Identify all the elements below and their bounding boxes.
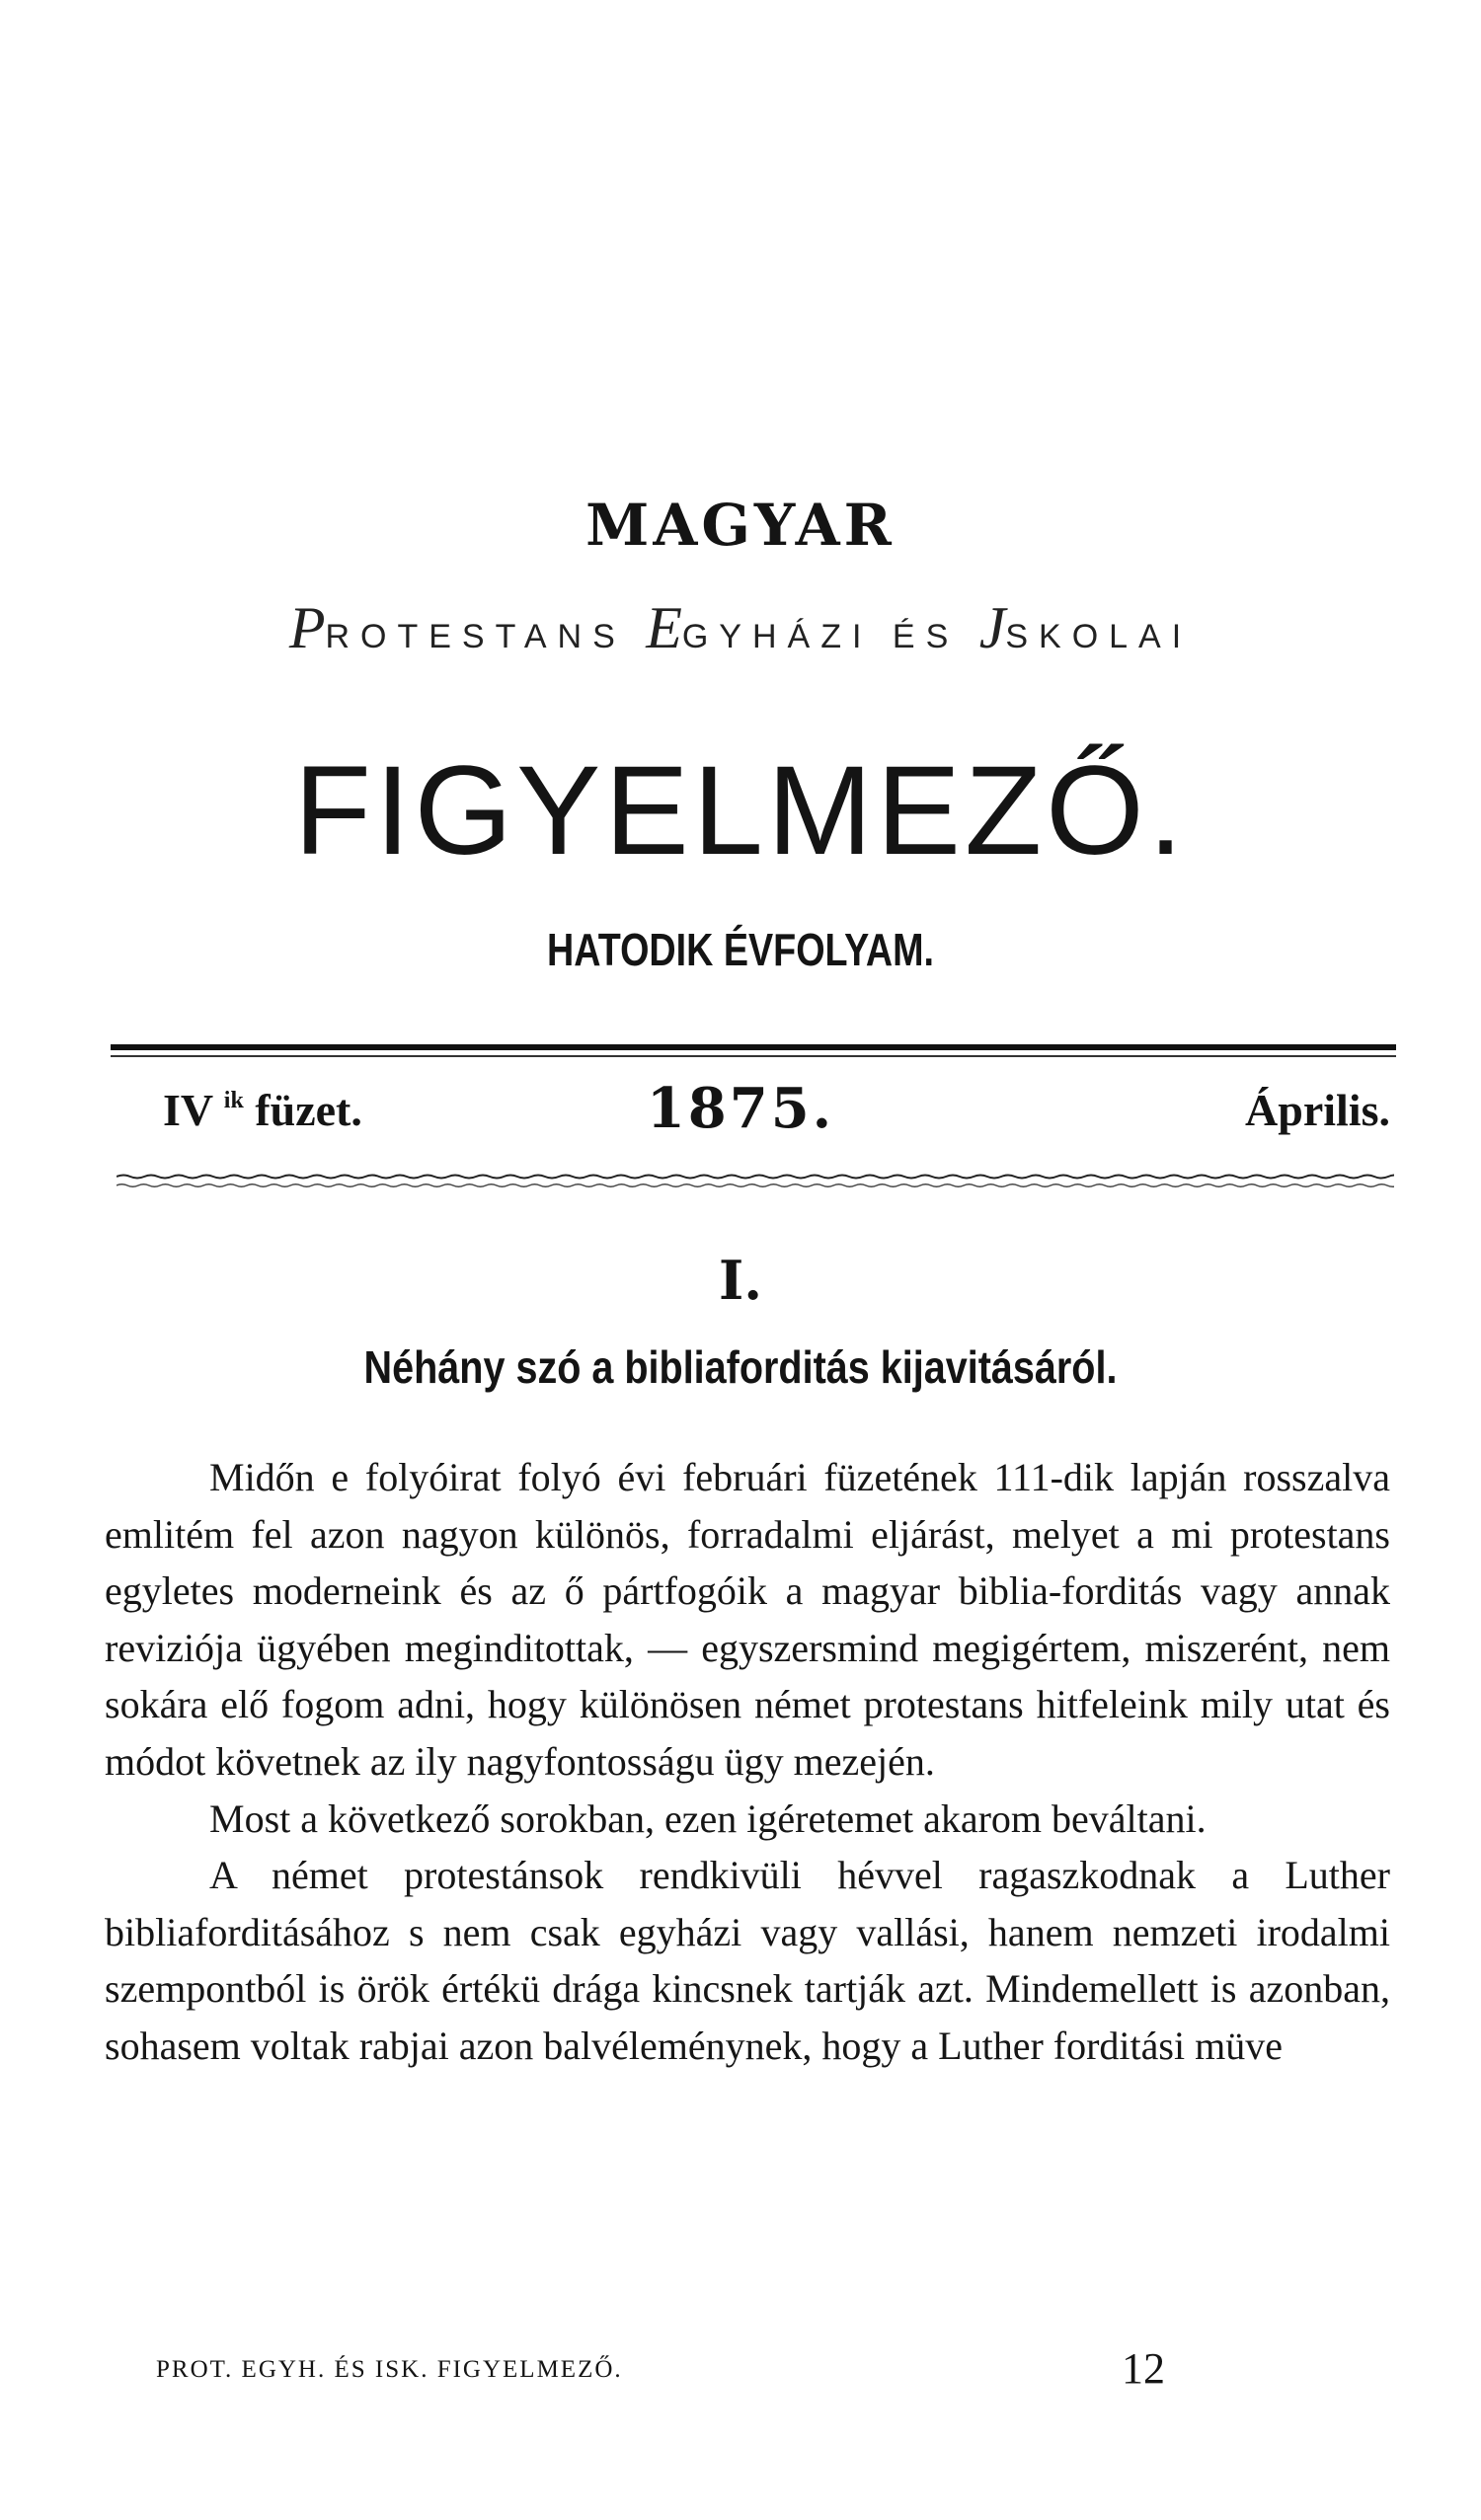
issue-month: Április. [1245,1085,1390,1135]
masthead-title: FIGYELMEZŐ. [293,740,1188,881]
masthead-kicker: MAGYAR [585,492,896,559]
subtitle-word-protestans: PROTESTANS [288,595,626,660]
subtitle-word-iskolai: JSKOLAI [978,595,1193,660]
issue-label: füzet. [255,1085,362,1135]
issue-number: IV $^{ik}$ füzet. [163,1085,362,1135]
wavy-rule [117,1167,1394,1196]
paragraph-2: Most a következő sorokban, ezen igéretemet akarom beváltani. [209,1795,1207,1841]
header-rule-thin [111,1055,1396,1057]
subtitle-word-egyhazi: EGYHÁZI [646,595,873,660]
paragraph-3: A német protestánsok rendkivüli hévvel ragaszkodnak a Luther bibliaforditásához s nem csak egyházi vagy vallási, hanem nemzeti irodalmi szempontból is örök értékü drága kincsnek tartják azt. Mindemellett is azonban, sohasem voltak rabjai azon balvéleménynek, hogy a Luther forditási müve [105,1853,1390,2068]
header-rule [111,1044,1396,1050]
masthead-subtitle [0,594,1481,662]
article-heading: Néhány szó a bibliaforditás kijavitásáról. [363,1341,1118,1393]
article-body [105,1449,1390,2075]
article-numeral: I. [718,1249,763,1312]
issue-suffix: ik [223,1088,244,1113]
subtitle-word-es: ÉS [892,618,960,655]
footer-signature: 12 [1122,2344,1165,2393]
volume-label: HATODIK ÉVFOLYAM. [547,924,934,975]
footer-running-title: PROT. EGYH. ÉS ISK. FIGYELMEZŐ. [156,2356,623,2383]
paragraph-1: Midőn e folyóirat folyó évi februári füzetének 111-dik lapján rosszalva emlitém fel azon nagyon különös, forradalmi eljárást, melyet a mi protestans egyletes moderneink és az ő pártfogóik a magyar biblia-forditás vagy annak reviziója ügyében meginditottak, — egyszersmind megigértem, miszerént, nem sokára elő fogom adni, hogy különösen német protestans hitfeleink mily utat és módot követnek az ily nagyfontosságu ügy mezején. [105,1455,1390,1784]
issue-year: 1875. [646,1076,835,1141]
